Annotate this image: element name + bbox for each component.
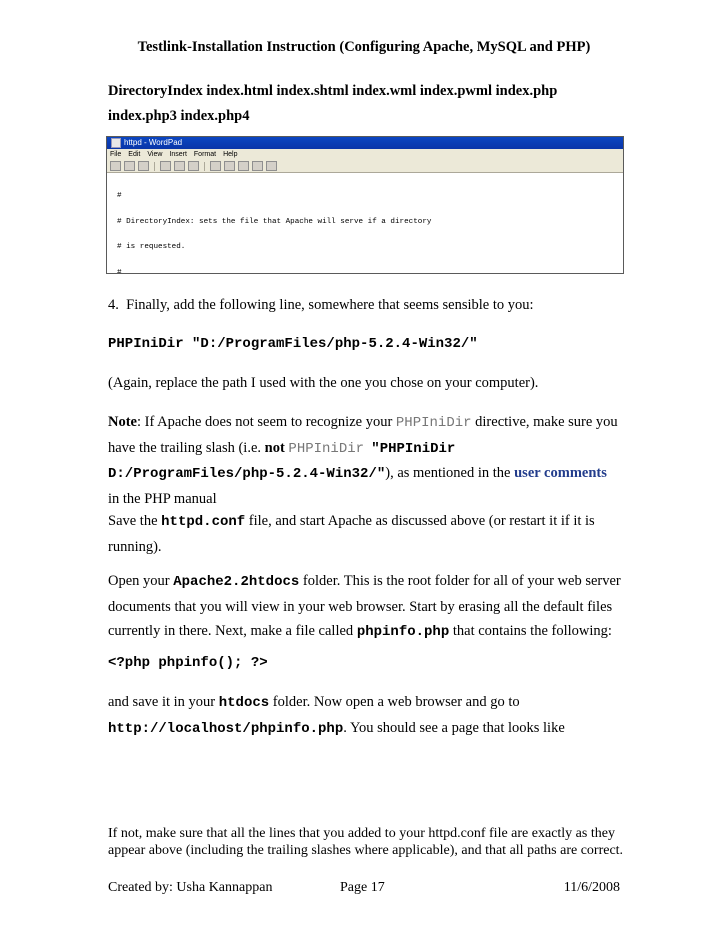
- save-text: Save the: [108, 513, 162, 529]
- andsave-text: folder. Now open a web browser and go to: [269, 694, 520, 710]
- note-text: directive, make sure you: [471, 414, 618, 430]
- cut-icon: [210, 161, 221, 171]
- andsave-text: . You should see a page that looks like: [343, 719, 565, 736]
- paste-icon: [238, 161, 249, 171]
- directory-index-line1: DirectoryIndex index.html index.shtml index.wml index.pwml index.php: [108, 83, 558, 99]
- andsave-paragraph: [108, 690, 628, 741]
- footer-author: Created by: Usha Kannappan: [108, 880, 273, 895]
- directory-index-text: [108, 79, 628, 128]
- andsave-text: and save it in your: [108, 694, 219, 710]
- wordpad-content: [107, 173, 623, 274]
- step-number: 4.: [108, 297, 119, 313]
- config-line: # DirectoryIndex: sets the file that Apache will serve if a directory: [117, 217, 432, 226]
- open-icon: [124, 161, 135, 171]
- step-4: [108, 293, 628, 318]
- open-text: Open your: [108, 573, 174, 589]
- page-header: Testlink-Installation Instruction (Configuring Apache, MySQL and PHP): [137, 39, 591, 55]
- open-text: currently in there. Next, make a file called: [108, 623, 357, 639]
- open-text: documents that you will view in your web browser. Start by erasing all the default files: [108, 598, 613, 615]
- note-code: PHPIniDir: [395, 415, 472, 431]
- menu-edit: Edit: [128, 151, 141, 158]
- step-text: Finally, add the following line, somewhere that seems sensible to you:: [126, 297, 534, 313]
- htdocs-code: htdocs: [218, 695, 270, 711]
- open-text: that contains the following:: [449, 623, 612, 639]
- wordpad-title: httpd - WordPad: [124, 138, 183, 147]
- toolbar-separator: [204, 162, 205, 171]
- save-paragraph: [108, 509, 628, 559]
- footer-page: Page 17: [340, 880, 385, 895]
- note-text: : If Apache does not seem to recognize your: [137, 414, 396, 430]
- htdocs-folder-code: Apache2.2htdocs: [173, 574, 300, 590]
- note-code: "PHPIniDir: [371, 440, 456, 457]
- open-paragraph: [108, 569, 628, 645]
- httpd-conf-code: httpd.conf: [161, 514, 246, 530]
- note-code: D:/ProgramFiles/php-5.2.4-Win32/": [108, 466, 386, 482]
- note-text: ), as mentioned in the: [385, 465, 515, 481]
- config-line: # is requested.: [117, 243, 186, 251]
- config-line: #: [117, 192, 122, 200]
- note-paragraph: [108, 410, 628, 511]
- print-icon: [160, 161, 171, 171]
- note-text: in the PHP manual: [108, 490, 217, 507]
- menu-view: View: [147, 151, 163, 158]
- wordpad-title-bar: [107, 137, 623, 149]
- wordpad-toolbar: [107, 160, 623, 173]
- menu-file: File: [110, 151, 122, 158]
- copy-icon: [224, 161, 235, 171]
- save-text: running).: [108, 538, 162, 555]
- ifnot-paragraph: If not, make sure that all the lines that you added to your httpd.conf file are exactly as they appear above (including the trailing slashes where applicable), and that all paths are correct.: [108, 826, 624, 858]
- note-code: PHPIniDir: [288, 440, 365, 457]
- again-text: (Again, replace the path I used with the one you chose on your computer).: [108, 375, 539, 391]
- wordpad-app-icon: [111, 138, 121, 148]
- new-icon: [110, 161, 121, 171]
- save-text: file, and start Apache as discussed above (or restart it if it is: [245, 513, 595, 529]
- wordpad-screenshot: [106, 136, 624, 274]
- open-text: folder. This is the root folder for all of your web server: [299, 573, 621, 589]
- phpinfo-file-code: phpinfo.php: [356, 624, 450, 640]
- note-text: have the trailing slash (i.e.: [108, 439, 265, 456]
- user-comments-link[interactable]: user comments: [514, 465, 607, 481]
- menu-help: Help: [223, 151, 238, 158]
- phpinfo-code: <?php phpinfo(); ?>: [108, 655, 268, 671]
- menu-format: Format: [193, 151, 217, 158]
- footer-date: 11/6/2008: [563, 880, 620, 895]
- phpinidir-code: PHPIniDir "D:/ProgramFiles/php-5.2.4-Win32/": [108, 336, 478, 352]
- localhost-url: http://localhost/phpinfo.php: [108, 720, 344, 737]
- note-label: Note: [108, 414, 137, 430]
- undo-icon: [252, 161, 263, 171]
- wordpad-menu-bar: [107, 149, 623, 160]
- find-icon: [188, 161, 199, 171]
- save-icon: [138, 161, 149, 171]
- note-not: not: [264, 439, 285, 456]
- toolbar-separator: [154, 162, 155, 171]
- directory-index-line2: index.php3 index.php4: [108, 107, 250, 124]
- preview-icon: [174, 161, 185, 171]
- datetime-icon: [266, 161, 277, 171]
- config-line: #: [117, 268, 122, 274]
- menu-insert: Insert: [169, 151, 187, 158]
